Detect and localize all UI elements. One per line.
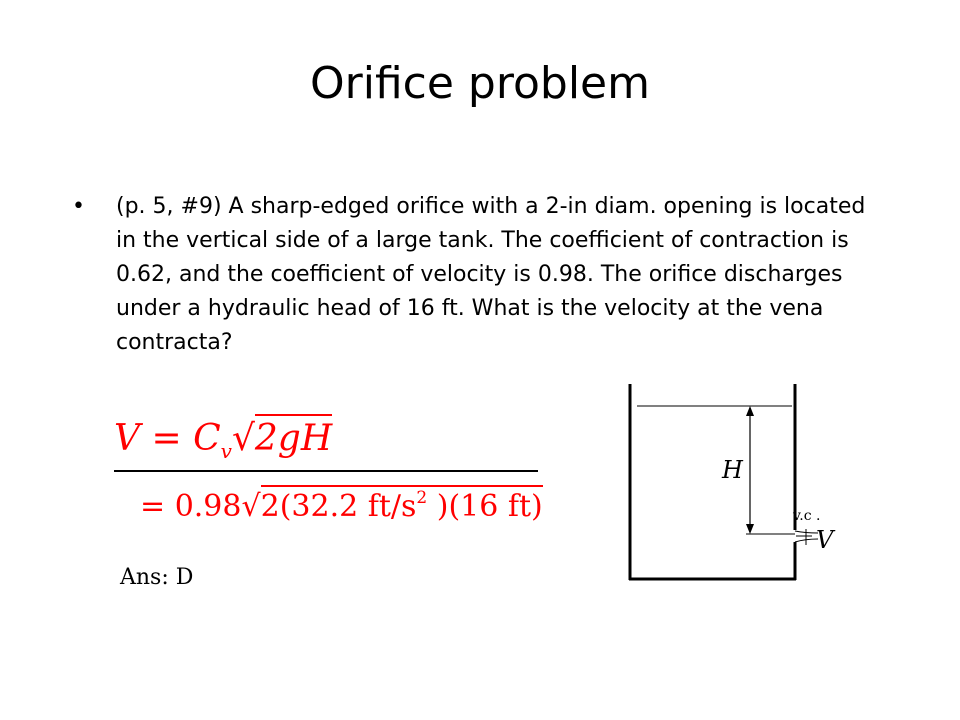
- eq1-coef-sub: v: [220, 439, 232, 463]
- eq2-coef: 0.98: [174, 489, 242, 524]
- head-arrow-top-icon: [746, 406, 754, 416]
- eq1-radical: √: [231, 418, 255, 459]
- eq2-radicand-post: )(16 ft): [427, 489, 543, 524]
- velocity-label: V: [816, 526, 834, 554]
- eq1-lhs: V: [114, 418, 140, 459]
- head-label: H: [722, 456, 743, 484]
- bullet-text: (p. 5, #9) A sharp-edged orifice with a 2-in diam. opening is located in the vertical side of a large tank. The coefficient of contraction is 0.62, and the coefficient of velocity is 0.98. The orifice discharges under a hydraulic head of 16 ft. What is the velocity at the vena contracta?: [116, 194, 866, 355]
- answer-text: Ans: D: [120, 565, 194, 590]
- eq2-radicand-pre: 2(32.2 ft/s: [260, 489, 417, 524]
- vc-label: v.c .: [793, 508, 821, 524]
- eq2-equals: =: [140, 489, 166, 524]
- head-arrow-bottom-icon: [746, 524, 754, 534]
- eq1-equals: =: [151, 418, 182, 459]
- eq2-exponent: 2: [416, 488, 428, 508]
- bullet-dot-icon: •: [72, 194, 85, 219]
- slide-title: Orifice problem: [310, 58, 650, 109]
- eq1-radicand: 2gH: [255, 414, 332, 459]
- eq2-radical: √: [241, 489, 261, 524]
- eq1-coef: C: [193, 418, 221, 459]
